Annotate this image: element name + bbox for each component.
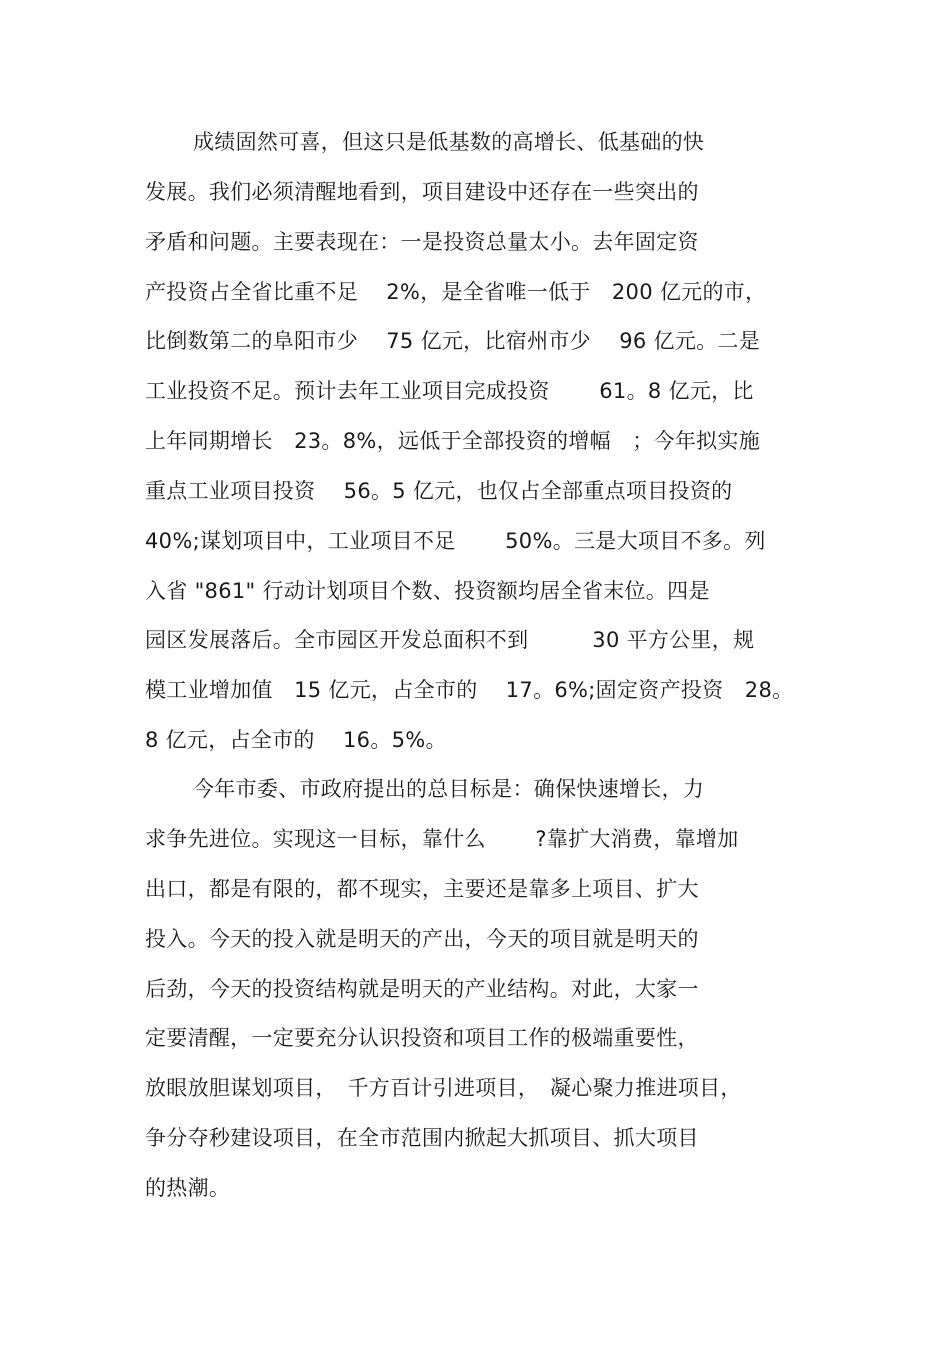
text-line: 产投资占全省比重不足 2%，是全省唯一低于 200 亿元的市， [145, 280, 767, 304]
text-line: 比倒数第二的阜阳市少 75 亿元，比宿州市少 96 亿元。二是 [145, 329, 761, 353]
text-line: 成绩固然可喜，但这只是低基数的高增长、低基础的快 [193, 130, 705, 154]
text-line: 工业投资不足。预计去年工业项目完成投资 61。8 亿元，比 [145, 379, 754, 403]
text-line: 今年市委、市政府提出的总目标是：确保快速增长，力 [193, 777, 705, 801]
text-line: 重点工业项目投资 56。5 亿元，也仅占全部重点项目投资的 [145, 479, 733, 503]
text-line: 矛盾和问题。主要表现在：一是投资总量太小。去年固定资 [145, 230, 699, 254]
text-line: 8 亿元，占全市的 16。5%。 [145, 728, 447, 752]
text-line: 的热潮。 [145, 1176, 231, 1200]
text-line: 园区发展落后。全市园区开发总面积不到 30 平方公里，规 [145, 628, 755, 652]
text-line: 投入。今天的投入就是明天的产出，今天的项目就是明天的 [145, 927, 699, 951]
text-line: 争分夺秒建设项目，在全市范围内掀起大抓项目、抓大项目 [145, 1126, 699, 1150]
text-line: 后劲，今天的投资结构就是明天的产业结构。对此，大家一 [145, 977, 699, 1001]
text-line: 求争先进位。实现这一目标，靠什么 ?靠扩大消费，靠增加 [145, 827, 739, 851]
text-line: 40%;谋划项目中，工业项目不足 50%。三是大项目不多。列 [145, 529, 766, 553]
text-line: 上年同期增长 23。8%，远低于全部投资的增幅 ；今年拟实施 [145, 429, 761, 453]
text-line: 入省 "861" 行动计划项目个数、投资额均居全省末位。四是 [145, 579, 710, 603]
text-line: 发展。我们必须清醒地看到，项目建设中还存在一些突出的 [145, 180, 699, 204]
text-line: 出口，都是有限的，都不现实，主要还是靠多上项目、扩大 [145, 877, 699, 901]
text-line: 放眼放胆谋划项目， 千方百计引进项目， 凝心聚力推进项目， [145, 1076, 742, 1100]
text-line: 定要清醒，一定要充分认识投资和项目工作的极端重要性， [145, 1026, 699, 1050]
text-line: 模工业增加值 15 亿元，占全市的 17。6%;固定资产投资 28。 [145, 678, 794, 702]
